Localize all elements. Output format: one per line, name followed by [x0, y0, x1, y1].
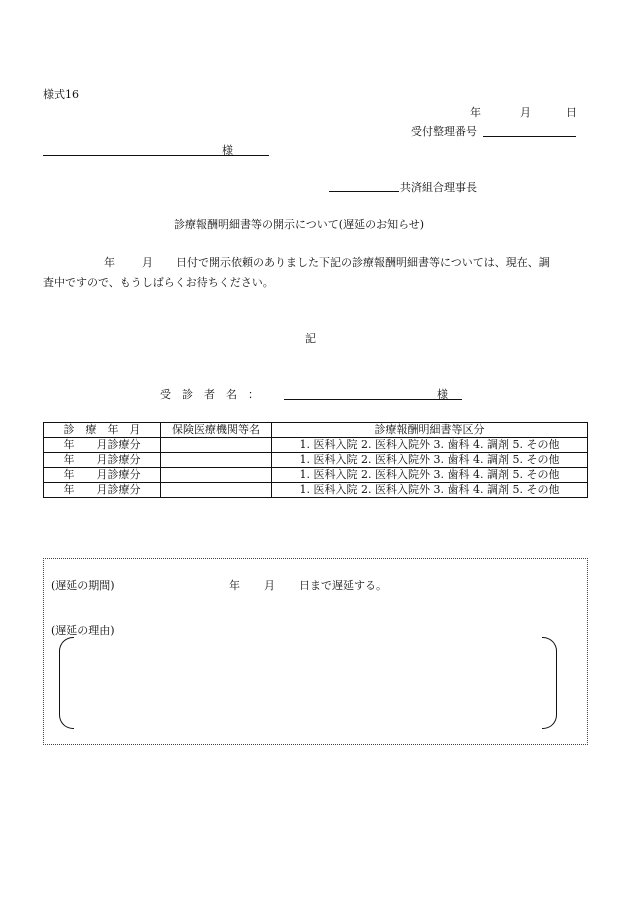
row-categories: 1. 医科入院 2. 医科入院外 3. 歯科 4. 調剤 5. その他	[272, 468, 588, 483]
patient-name-label: 受 診 者 名 ：	[160, 388, 259, 401]
table-header-row	[44, 423, 588, 438]
body-text-line1: 日付で開示依頼のありました下記の診療報酬明細書等については、現在、調	[176, 256, 550, 269]
ki-heading: 記	[305, 332, 316, 345]
row-period: 年 月診療分	[44, 483, 161, 498]
row-period: 年 月診療分	[44, 468, 161, 483]
header-period: 診 療 年 月	[44, 423, 161, 438]
body-month-label: 月	[142, 256, 153, 269]
date-year-label: 年	[470, 106, 481, 119]
form-number: 様式16	[43, 88, 79, 101]
addressee-field[interactable]	[43, 155, 269, 156]
row-categories: 1. 医科入院 2. 医科入院外 3. 歯科 4. 調剤 5. その他	[272, 453, 588, 468]
addressee-suffix: 様	[222, 144, 233, 157]
patient-name-field[interactable]	[284, 399, 462, 400]
table-row	[44, 453, 588, 468]
delay-reason-field[interactable]	[75, 640, 539, 724]
row-period: 年 月診療分	[44, 453, 161, 468]
delay-year-label: 年	[229, 579, 240, 592]
row-institution[interactable]	[161, 453, 272, 468]
table-row	[44, 468, 588, 483]
delay-reason-label: (遅延の理由)	[51, 624, 115, 637]
header-category: 診療報酬明細書等区分	[272, 423, 588, 438]
delay-month-label: 月	[264, 579, 275, 592]
body-year-label: 年	[104, 256, 115, 269]
header-institution: 保険医療機関等名	[161, 423, 272, 438]
sender-org-field[interactable]	[329, 191, 399, 192]
reception-number-label: 受付整理番号	[411, 125, 477, 138]
table-row	[44, 483, 588, 498]
document-title: 診療報酬明細書等の開示について(遅延のお知らせ)	[174, 218, 425, 231]
reception-number-field[interactable]	[483, 136, 576, 137]
delay-until-text: 日まで遅延する。	[299, 579, 387, 592]
date-day-label: 日	[566, 106, 577, 119]
row-institution[interactable]	[161, 438, 272, 453]
reason-bracket-right	[542, 637, 557, 729]
reason-bracket-left	[59, 637, 74, 729]
date-month-label: 月	[520, 106, 531, 119]
patient-name-suffix: 様	[437, 388, 448, 401]
row-categories: 1. 医科入院 2. 医科入院外 3. 歯科 4. 調剤 5. その他	[272, 438, 588, 453]
row-institution[interactable]	[161, 468, 272, 483]
body-text-line2: 査中ですので、もうしばらくお待ちください。	[43, 276, 274, 289]
row-period: 年 月診療分	[44, 438, 161, 453]
delay-period-label: (遅延の期間)	[51, 579, 115, 592]
category-table	[43, 422, 588, 498]
table-row	[44, 438, 588, 453]
row-categories: 1. 医科入院 2. 医科入院外 3. 歯科 4. 調剤 5. その他	[272, 483, 588, 498]
row-institution[interactable]	[161, 483, 272, 498]
sender-title: 共済組合理事長	[400, 181, 477, 194]
